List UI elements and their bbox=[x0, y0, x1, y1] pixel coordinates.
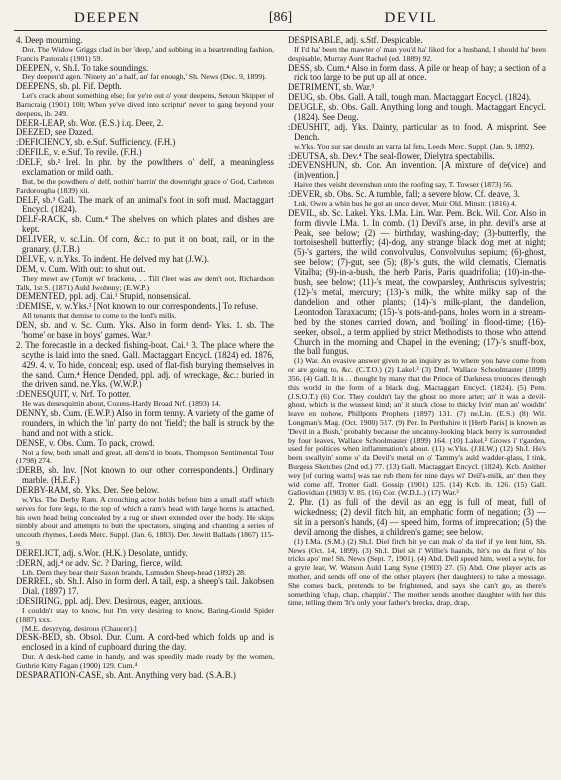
dictionary-entry: I couldn't stay to know, but I'm very desiring to know, Baring-Gould Spider (1887) xxx. bbox=[16, 606, 274, 624]
dictionary-entry: DEEPENS, sb. pl. Fif. Depth. bbox=[16, 81, 122, 92]
dictionary-entry: (1) I.Ma. (S.M.) (2) Sh.I. Diel fitch hit ye can mak o' da tief if ye lent him, Sh. News (Oct. 14, 1899). (3) Sh.I. Diel sit i' Willie's haands, hit's no da first o' his tricks apo' me! Sh. News (Sept. 7, 1901). (4) Abd. Dell speed him, weel a wyte, for a gryte lear, W. Watson Auld Lang Syne (1903) 27. (5) Abd. One player acts as mother, and sends off one of the other players (her daughters) to take a message. She comes back, pretends to be frightened, and says she can't go, as there's something 'chap, chap, chappin'.' The mother sends another daughter with her this time, telling them 'It's only your father's brecks, drap, drap, bbox=[288, 536, 546, 608]
dictionary-entry: :DENESQUIT, v. Nrf. To potter. bbox=[16, 389, 131, 400]
left-column bbox=[16, 36, 274, 774]
dictionary-entry: 2. Phr. (1) as full of the devil as an egg is full of meat, full of wickedness; (2) devil fitch hit, an emphatic form of negation; (3) — sit in a person's hands, (4) — speed him, forms of imprecation; (5) the devil among the dishes, a children's game; see below. bbox=[288, 497, 546, 537]
dictionary-entry: [M.E. desyryng, desirous (Chaucer).] bbox=[22, 623, 137, 633]
page-number: [86] bbox=[268, 10, 293, 25]
dictionary-entry: Let's crack about something else; for ye're out o' your deepens, Setoun Skipper of Barncraig (1901) 100; When ye've dived into scriptur' never to gang beyond your deepens, ib. 249. bbox=[16, 91, 274, 118]
dictionary-entry: DESK-BED, sb. Obsol. Dur. Cum. A cord-bed which folds up and is enclosed in a kind of cupboard during the day. bbox=[16, 632, 274, 653]
dictionary-entry: :DEVER, sb. Obs. Sc. A tumble, fall; a severe blow. Cf. deave, 3. bbox=[288, 189, 520, 200]
dictionary-entry: :DERB, sb. Inv. [Not known to our other correspondents.] Ordinary marble. (H.E.F.) bbox=[16, 465, 274, 486]
dictionary-entry: DEVIL, sb. Sc. Lakel. Yks. I.Ma. Lin. War. Pem. Bck. Wil. Cor. Also in form divvle I.Ma. 1. In comb. (1) Devil's arse, in phr. devil's arse at Peak, see below; (2) — birthday, washing-day; (3)-butterfly, the tortoiseshell butterfly; (4)-dog, any strange black dog met at night; (5)-'s garters, the wild convolvulus, Convolvulus sepium; (6)-ghost, see below; (7)-gut, see (5); (8)-'s guts, the wild clematis, Clematis Vitalba; (9)-in-a-bush, the herb Paris, Paris quadrifolia; (10)-in-the-bush, see below; (11)-'s meat, the cowparsley, Anthriscus sylvestris; (12)-'s metal, mercury; (13)-'s milk, the white milky sap of the dandelion and other plants; (14)-'s milk-plant, the dandelion, Leontodon Taraxacum; (15)-'s pots-and-pans, holes worn in a stream-bed by the stones carried down, and 'boiling' in flood-time; (16)-seeker, obsol., a term applied by strict Methodists to those who attend Church in the morning and Chapel in the evening; (17)-'s snuff-box, the ball fungus. bbox=[288, 207, 546, 357]
dictionary-entry: DELVE, v. n.Yks. To indent. He delved my hat (J.W.). bbox=[16, 253, 209, 264]
header-right-word: DEVIL bbox=[384, 10, 437, 26]
dictionary-entry: 4. Deep mourning. bbox=[16, 36, 83, 45]
dictionary-entry: Lth. Dern they bear their Saxon brands, Lumsden Sheep-head (1892) 28. bbox=[22, 567, 246, 577]
dictionary-entry: :DERN, adj.⁴ or adv. Sc. ? Daring, fierce, wild. bbox=[16, 557, 183, 568]
dictionary-entry: w.Yks. The Derby Ram. A crouching actor holds before him a small staff which serves for fore legs, to the top of which a ram's head with large horns is attached, his own head being concealed by a rug or sheet extended over the body. He skips nimbly about and attempts to butt the spectators, singing and chanting a series of uncouth rhymes, Leeds Merc. Suppl. (Jan. 6, 1883). Der. Jewitt Ballads (1867) 115-9. bbox=[16, 494, 274, 548]
dictionary-entry: Dor. The Widow Griggs clad in her 'deep,' and sobbing in a heartrending fashion, Francis Pastorals (1901) 59. bbox=[16, 44, 274, 63]
dictionary-entry: DEEZED, see Dazed. bbox=[16, 127, 94, 138]
dictionary-entry: DEER-LEAP, sb. Wor. (E.S.) i.q. Deer, 2. bbox=[16, 117, 164, 128]
dictionary-entry: 2. The forecastle in a decked fishing-boat. Cai.¹ 3. The place where the scythe is laid into the sned. Gall. Mactaggart Encycl. (1824) ed. 1876, 429. 4. v. To hide, conceal; esp. used of flat-fish burying themselves in the sand. Cum.⁴ Hence Dended, ppl. adj. of wreckage, &c.: buried in the driven sand. ne.Yks. (W.W.P.) bbox=[16, 339, 274, 390]
dictionary-entry: (1) War. An evasive answer given to an inquiry as to where you have come from or are going to, &c. (C.T.O.) (2) Lakel.² (3) Dmf. Wallace Schoolmaster (1899) 356. (4) Gall. It is . . thought by many that the Prince of Darkness trounces through this world in the form of a black dog, Mactaggart Encycl. (1824). (5) Pem. (J.S.O.T.) (6) Cor. They couldn't lay the ghost no more arter; an' it was a devil-ghost, which is the wussest kind; an' it stuck close to thicky Ivin' man an' wouldn' leave en nohow, Phillpotts Prophets (1897) 131. (7) ne.Lin. (E.S.) (8) Wil. Longman's Mag. (Oct. 1900) 517. (9) Per. In Perthshire it [Herb Paris] is known as 'Devil in a Bush,' probably because the uncanny-looking black berry is surrounded by four leaves, Wallace Schoolmaster (1899) 164. (10) Lakel.² Grows i' t'garden, used fer poltices when inflammation's about. (11) w.Yks. (J.H.W.) (12) Sh.I. He's been swallyin' some o' da Devil's metal on o' Tammy's auld wadder-glass, I tink, Burgess Sketches (2nd ed.) 77. (13) Gall. Mactaggart Encycl. (1824). Kcb. Anither wey [of curing warts] was tae rub them fer nine days wi' Deil's-milk, an' then they wid come aff, Trotter Gall. Gossip (1901) 125. (14) Kcb. ib. 126. (15) Gall. Gallovidian (1903) V. 85. (16) Cor. (W.D.L.) (17) War.³ bbox=[288, 356, 546, 498]
dictionary-entry: DELIVER, v. sc.Lin. Of corn, &c.: to put it on boat, rail, or in the granary. (J.T.B.) bbox=[16, 234, 274, 255]
dictionary-entry: DEM, v. Cum. With out: to shut out. bbox=[16, 263, 146, 274]
dictionary-entry: DERELICT, adj. s.Wor. (H.K.) Desolate, untidy. bbox=[16, 547, 188, 558]
dictionary-entry: DEUGLE, sb. Obs. Gall. Anything long and tough. Mactaggart Encycl. (1824). See Deug. bbox=[288, 102, 546, 123]
dictionary-entry: If I'd ha' been the mawter o' man you'd ha' liked for a husband, I should ha' been despisable, Murray Aunt Rachel (ed. 1889) 92. bbox=[288, 44, 546, 63]
dictionary-entry: DEEPEN, v. Sh.I. To take soundings. bbox=[16, 62, 149, 73]
dictionary-entry: DESPARATION-CASE, sb. Ant. Anything very bad. (S.A.B.) bbox=[16, 669, 236, 680]
dictionary-entry: DERREL, sb. Sh.I. Also in form derl. A tail, esp. a sheep's tail. Jakobsen Dial. (1897) 17. bbox=[16, 576, 274, 597]
dictionary-entry: Dey deepen'd agen. 'Ninety an' a half, an' far enough,' Sh. News (Dec. 9, 1899). bbox=[22, 72, 267, 82]
dictionary-entry: :DEMISE, v. w.Yks.² [Not known to our correspondents.] To refuse. bbox=[16, 301, 259, 312]
dictionary-entry: He was denesquittin about, Cozens-Hardy Broad Nrf. (1893) 14. bbox=[22, 399, 221, 409]
right-column bbox=[288, 36, 546, 774]
dictionary-entry: DETRIMENT, sb. War.³ bbox=[288, 82, 375, 93]
dictionary-entry: DEUG, sb. Obs. Gall. A tall, tough man. Mactaggart Encycl. (1824). bbox=[288, 92, 532, 103]
dictionary-entry: :DELF, sb.² Irel. In phr. by the powlthers o' delf, a meaningless exclamation or mild oath. bbox=[16, 157, 274, 178]
dictionary-entry: w.Yks. You sur sae deusht an varra lal fets, Leeds Merc. Suppl. (Jan. 9, 1892). bbox=[294, 141, 535, 151]
header-left-word: DEEPEN bbox=[74, 10, 141, 26]
dictionary-entry: Lnk. Owre a whin bus he got an unco dever, Muir Old. Minstr. (1816) 4. bbox=[294, 198, 517, 208]
dictionary-entry: Dur. A desk-bed came in handy, and was speedily made ready by the women, Guthrie Kitty Fagan (1900) 129. Cum.⁴ bbox=[16, 652, 274, 671]
dictionary-entry: DELF, sb.³ Gall. The mark of an animal's foot in soft mud. Mactaggart Encycl. (1824). bbox=[16, 194, 274, 215]
running-header bbox=[14, 8, 547, 31]
dictionary-entry: Not a few, both small and great, all dens'd in boats, Thompson Sentimental Tour (1798) 274. bbox=[16, 447, 274, 466]
dictionary-entry: :DEUTSA, sb. Dev.⁴ The seal-flower, Dielytra spectabilis. bbox=[288, 150, 495, 161]
dictionary-entry: :DEFILE, v. e.Suf. To revile. (F.H.) bbox=[16, 147, 142, 158]
dictionary-entry: DELF-RACK, sb. Cum.⁴ The shelves on which plates and dishes are kept. bbox=[16, 214, 274, 235]
dictionary-entry: :DEUSHIT, adj. Yks. Dainty, particular as to food. A misprint. See Dench. bbox=[288, 121, 546, 142]
dictionary-entry: DERBY-RAM, sb. Yks. Der. See below. bbox=[16, 485, 160, 496]
dictionary-entry: :DESIRING, ppl. adj. Dev. Desirous, eager, anxious. bbox=[16, 596, 204, 607]
dictionary-entry: All tenants that demise to come to the lord's mills. bbox=[22, 311, 177, 321]
dictionary-entry: DESPISABLE, adj. s.Stf. Despicable. bbox=[288, 36, 423, 45]
dictionary-entry: DEN, sb. and v. Sc. Cum. Yks. Also in form dend- Yks. 1. sb. The 'home' or base in boys' games. War.³ bbox=[16, 319, 274, 340]
dictionary-entry: Haive thes veisht devenshun onto the roofing say, T. Towser (1873) 56. bbox=[294, 180, 513, 190]
dictionary-entry: They mewt aw (Tom)t wi' brackens, . . Till t'leet was aw dem't oot, Richardson Talk, 1st S. (1871) Auld Jwohnny; (E.W.P.) bbox=[16, 273, 274, 292]
dictionary-entry: DEMENTED, ppl. adj. Cai.¹ Stupid, nonsensical. bbox=[16, 291, 191, 302]
dictionary-entry: DESS, sb. Cum.⁴ Also in form dass. A pile or heap of hay; a section of a rick too large to be put up all at once. bbox=[288, 62, 546, 83]
dictionary-entry: DENSE, v. Obs. Cum. To pack, crowd. bbox=[16, 437, 155, 448]
dictionary-entry: But, be the powdhers o' delf, nothin' barrin' the downright grace o' God, Carleton Fardorougha (1839) xii. bbox=[16, 176, 274, 195]
dictionary-entry: DENNY, sb. Cum. (E.W.P.) Also in form tenny. A variety of the game of rounders, in which the 'in' party do not 'field'; the ball is struck by the hand and not with a stick. bbox=[16, 408, 274, 438]
dictionary-entry: :DEVENSHUN, sb. Cor. An invention. [A mixture of de(vice) and (in)vention.] bbox=[288, 160, 546, 181]
dictionary-entry: :DEFICIENCY, sb. e.Suf. Sufficiency. (F.H.) bbox=[16, 137, 176, 148]
